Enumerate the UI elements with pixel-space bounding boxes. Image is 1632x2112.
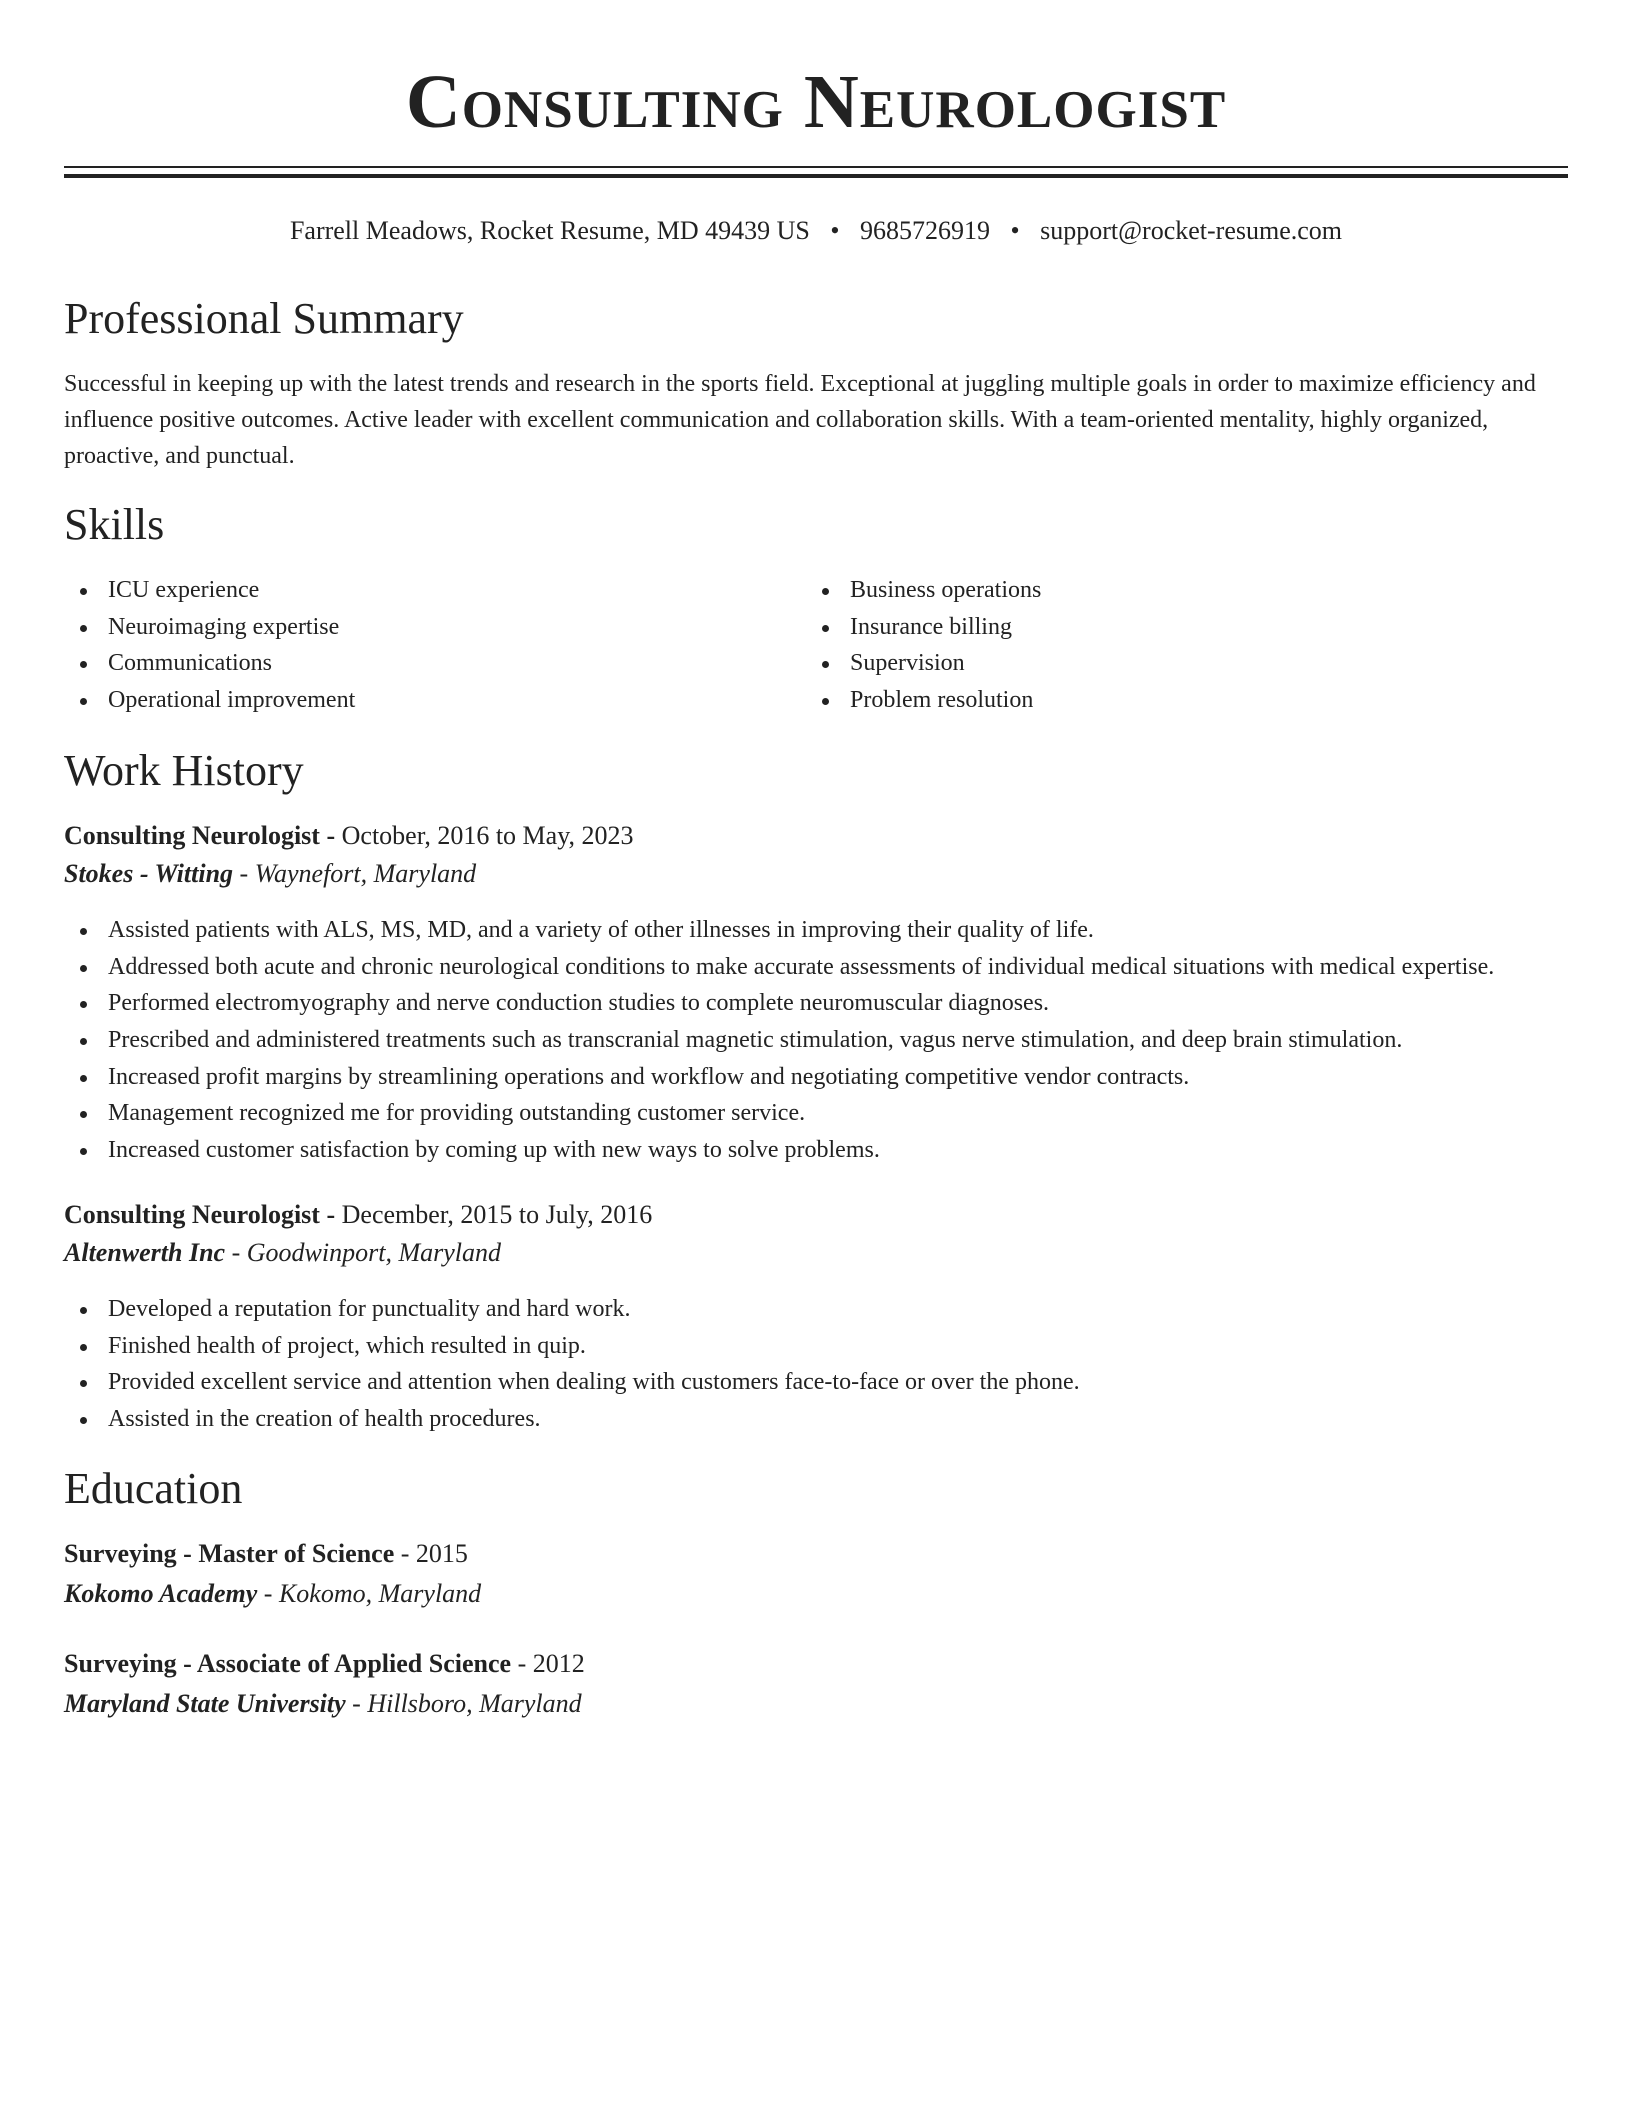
contact-separator: •: [830, 216, 840, 245]
job-dash: -: [225, 1238, 247, 1267]
skill-item: Operational improvement: [64, 682, 804, 719]
education-location: Hillsboro, Maryland: [367, 1689, 582, 1718]
job-header: [64, 1197, 652, 1233]
job-bullet: Provided excellent service and attention when dealing with customers face-to-face or over the phone.: [64, 1364, 1568, 1401]
education-school: Maryland State University: [64, 1689, 346, 1718]
job-company: Altenwerth Inc: [64, 1238, 226, 1267]
job-dates: December, 2015 to July, 2016: [341, 1200, 653, 1229]
job-location: Waynefort, Maryland: [254, 859, 477, 888]
education-heading: Education: [64, 1464, 243, 1513]
contact-phone: 9685726919: [860, 216, 990, 245]
job-company: Stokes - Witting: [64, 859, 234, 888]
education-header: [64, 1536, 468, 1572]
education-dash: -: [511, 1649, 533, 1678]
resume-title: Consulting Neurologist: [405, 60, 1227, 144]
education-school-line: [64, 1576, 481, 1612]
education-degree: Surveying - Associate of Applied Science: [64, 1649, 512, 1678]
contact-separator: •: [1010, 216, 1020, 245]
job-location: Goodwinport, Maryland: [246, 1238, 501, 1267]
job-employer: [64, 1235, 501, 1271]
skill-item: Neuroimaging expertise: [64, 609, 804, 646]
job-bullet: Increased profit margins by streamlining operations and workflow and negotiating competitive vendor contracts.: [64, 1059, 1568, 1096]
skill-item: Insurance billing: [806, 609, 1546, 646]
job-bullet: Increased customer satisfaction by coming up with new ways to solve problems.: [64, 1132, 1568, 1169]
skills-column-right: [806, 572, 1546, 719]
education-year: 2012: [532, 1649, 585, 1678]
job-bullet: Management recognized me for providing outstanding customer service.: [64, 1095, 1568, 1132]
job-dash: -: [319, 1200, 342, 1229]
contact-address: Farrell Meadows, Rocket Resume, MD 49439 US: [289, 216, 810, 245]
job-bullet: Prescribed and administered treatments such as transcranial magnetic stimulation, vagus nerve stimulation, and deep brain stimulation.: [64, 1022, 1568, 1059]
education-school: Kokomo Academy: [64, 1579, 258, 1608]
job-dash: -: [233, 859, 255, 888]
job-bullet: Performed electromyography and nerve conduction studies to complete neuromuscular diagnoses.: [64, 985, 1568, 1022]
job-bullets: [64, 1291, 1568, 1438]
job-bullets: [64, 912, 1568, 1169]
skill-item: Supervision: [806, 645, 1546, 682]
job-bullet: Assisted in the creation of health procedures.: [64, 1401, 1568, 1438]
job-header: [64, 818, 634, 854]
skill-item: ICU experience: [64, 572, 804, 609]
education-location: Kokomo, Maryland: [278, 1579, 482, 1608]
job-dates: October, 2016 to May, 2023: [341, 821, 634, 850]
education-header: [64, 1646, 585, 1682]
education-year: 2015: [415, 1539, 468, 1568]
education-dash: -: [394, 1539, 416, 1568]
job-employer: [64, 856, 476, 892]
contact-line: [64, 214, 1568, 248]
summary-text: Successful in keeping up with the latest trends and research in the sports field. Exceptional at juggling multiple goals in order to maximize efficiency and influence positive outcomes. Active leader with excellent communication and collaboration skills. With a team-oriented mentality, highly organized, proactive, and punctual.: [64, 371, 1536, 469]
resume-page: [64, 0, 1568, 1718]
skill-item: Communications: [64, 645, 804, 682]
job-bullet: Assisted patients with ALS, MS, MD, and a variety of other illnesses in improving their quality of life.: [64, 912, 1568, 949]
job-dash: -: [319, 821, 342, 850]
education-degree: Surveying - Master of Science: [64, 1539, 395, 1568]
education-dash: -: [345, 1689, 368, 1718]
job-title: Consulting Neurologist: [64, 1200, 320, 1229]
job-title: Consulting Neurologist: [64, 821, 320, 850]
education-school-line: [64, 1686, 582, 1722]
job-bullet: Addressed both acute and chronic neurological conditions to make accurate assessments of individual medical situations with medical expertise.: [64, 949, 1568, 986]
skill-item: Problem resolution: [806, 682, 1546, 719]
work-history-heading: Work History: [64, 746, 304, 795]
job-bullet: Finished health of project, which resulted in quip.: [64, 1328, 1568, 1365]
skill-item: Business operations: [806, 572, 1546, 609]
education-dash: -: [257, 1579, 279, 1608]
skills-heading: Skills: [64, 500, 165, 549]
contact-email: support@rocket-resume.com: [1040, 216, 1343, 245]
job-bullet: Developed a reputation for punctuality and hard work.: [64, 1291, 1568, 1328]
summary-heading: Professional Summary: [64, 294, 464, 343]
skills-column-left: [64, 572, 804, 719]
title-divider: [64, 166, 1568, 178]
